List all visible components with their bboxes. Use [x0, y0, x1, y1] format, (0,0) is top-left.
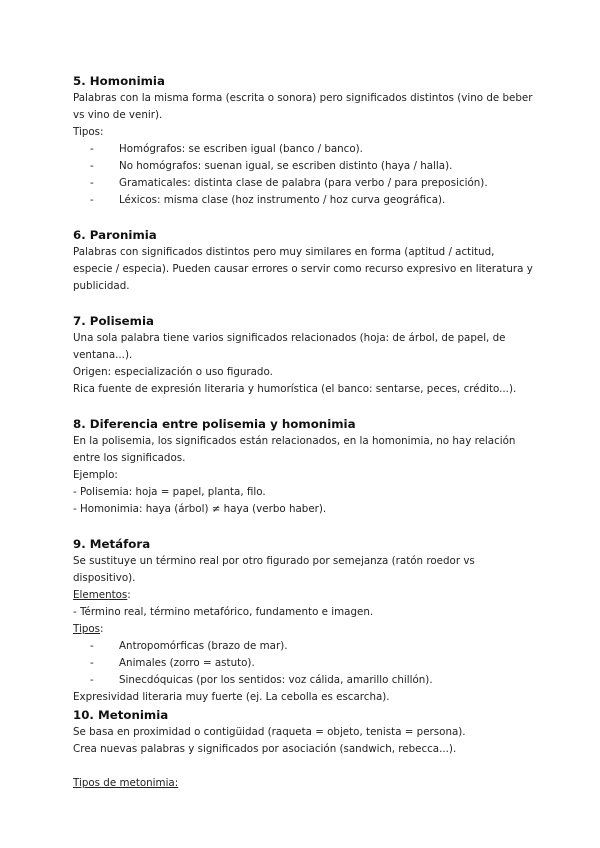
colon: :: [127, 589, 131, 601]
paragraph: - Polisemia: hoja = papel, planta, filo.: [73, 486, 266, 498]
dash-bullet: -: [90, 194, 94, 206]
types-label: Tipos de metonimia:: [73, 777, 179, 789]
section-title: 5. Homonimia: [73, 74, 165, 88]
paragraph: Rica fuente de expresión literaria y humorística (el banco: sentarse, peces, crédito...).: [73, 383, 517, 395]
dash-bullet: -: [90, 160, 94, 172]
list-item-text: Antropomórficas (brazo de mar).: [119, 640, 288, 652]
document-body: [73, 72, 533, 792]
paragraph: Se sustituye un término real por otro figurado por semejanza (ratón roedor vs dispositivo).: [73, 555, 475, 584]
elements-label-text: Elementos: [73, 589, 128, 601]
dash-bullet: -: [90, 657, 94, 669]
paragraph: Palabras con significados distintos pero muy similares en forma (aptitud / actitud, especie / especia). Pueden causar errores o servir como recurso expresivo en literatura y publicidad.: [73, 246, 533, 292]
section-title: 8. Diferencia entre polisemia y homonimia: [73, 417, 356, 431]
types-label: [73, 621, 533, 638]
section-metafora: [73, 535, 533, 706]
list-item-text: Gramaticales: distinta clase de palabra (para verbo / para preposición).: [119, 177, 488, 189]
section-title: 7. Polisemia: [73, 314, 154, 328]
paragraph: Origen: especialización o uso figurado.: [73, 366, 273, 378]
list-item-text: No homógrafos: suenan igual, se escriben distinto (haya / halla).: [119, 160, 453, 172]
types-list: [73, 638, 533, 689]
section-homonimia: [73, 72, 533, 209]
list-item: [73, 141, 533, 158]
section-title: 10. Metonimia: [73, 708, 169, 722]
list-item-text: Animales (zorro = astuto).: [119, 657, 255, 669]
dash-bullet: -: [90, 177, 94, 189]
paragraph: Crea nuevas palabras y significados por asociación (sandwich, rebecca...).: [73, 743, 457, 755]
paragraph: Expresividad literaria muy fuerte (ej. La cebolla es escarcha).: [73, 691, 390, 703]
section-title: 9. Metáfora: [73, 537, 151, 551]
paragraph: Ejemplo:: [73, 469, 118, 481]
list-item: [73, 158, 533, 175]
list-item: [73, 638, 533, 655]
elements-label: [73, 587, 533, 604]
paragraph: En la polisemia, los significados están relacionados, en la homonimia, no hay relación entre los significados.: [73, 435, 516, 464]
colon: :: [100, 623, 104, 635]
list-item-text: Homógrafos: se escriben igual (banco / banco).: [119, 143, 363, 155]
dash-bullet: -: [90, 674, 94, 686]
list-item: [73, 175, 533, 192]
section-diferencia: [73, 415, 533, 518]
list-item-text: Léxicos: misma clase (hoz instrumento / hoz curva geográfica).: [119, 194, 446, 206]
dash-bullet: -: [90, 640, 94, 652]
section-title: 6. Paronimia: [73, 228, 157, 242]
types-label: Tipos:: [73, 126, 104, 138]
list-item: [73, 655, 533, 672]
dash-bullet: -: [90, 143, 94, 155]
paragraph: Una sola palabra tiene varios significados relacionados (hoja: de árbol, de papel, de ventana...).: [73, 332, 506, 361]
paragraph: Se basa en proximidad o contigüidad (raqueta = objeto, tenista = persona).: [73, 726, 466, 738]
list-item-text: Sinecdóquicas (por los sentidos: voz cálida, amarillo chillón).: [119, 674, 433, 686]
paragraph: - Homonimia: haya (árbol) ≠ haya (verbo haber).: [73, 503, 327, 515]
types-list: [73, 141, 533, 209]
section-paronimia: [73, 226, 533, 295]
list-item: [73, 192, 533, 209]
paragraph: - Término real, término metafórico, fundamento e imagen.: [73, 606, 374, 618]
list-item: [73, 672, 533, 689]
paragraph: Palabras con la misma forma (escrita o sonora) pero significados distintos (vino de beber vs vino de venir).: [73, 92, 533, 121]
section-metonimia: [73, 706, 533, 792]
types-label-text: Tipos: [73, 623, 101, 635]
section-polisemia: [73, 312, 533, 398]
